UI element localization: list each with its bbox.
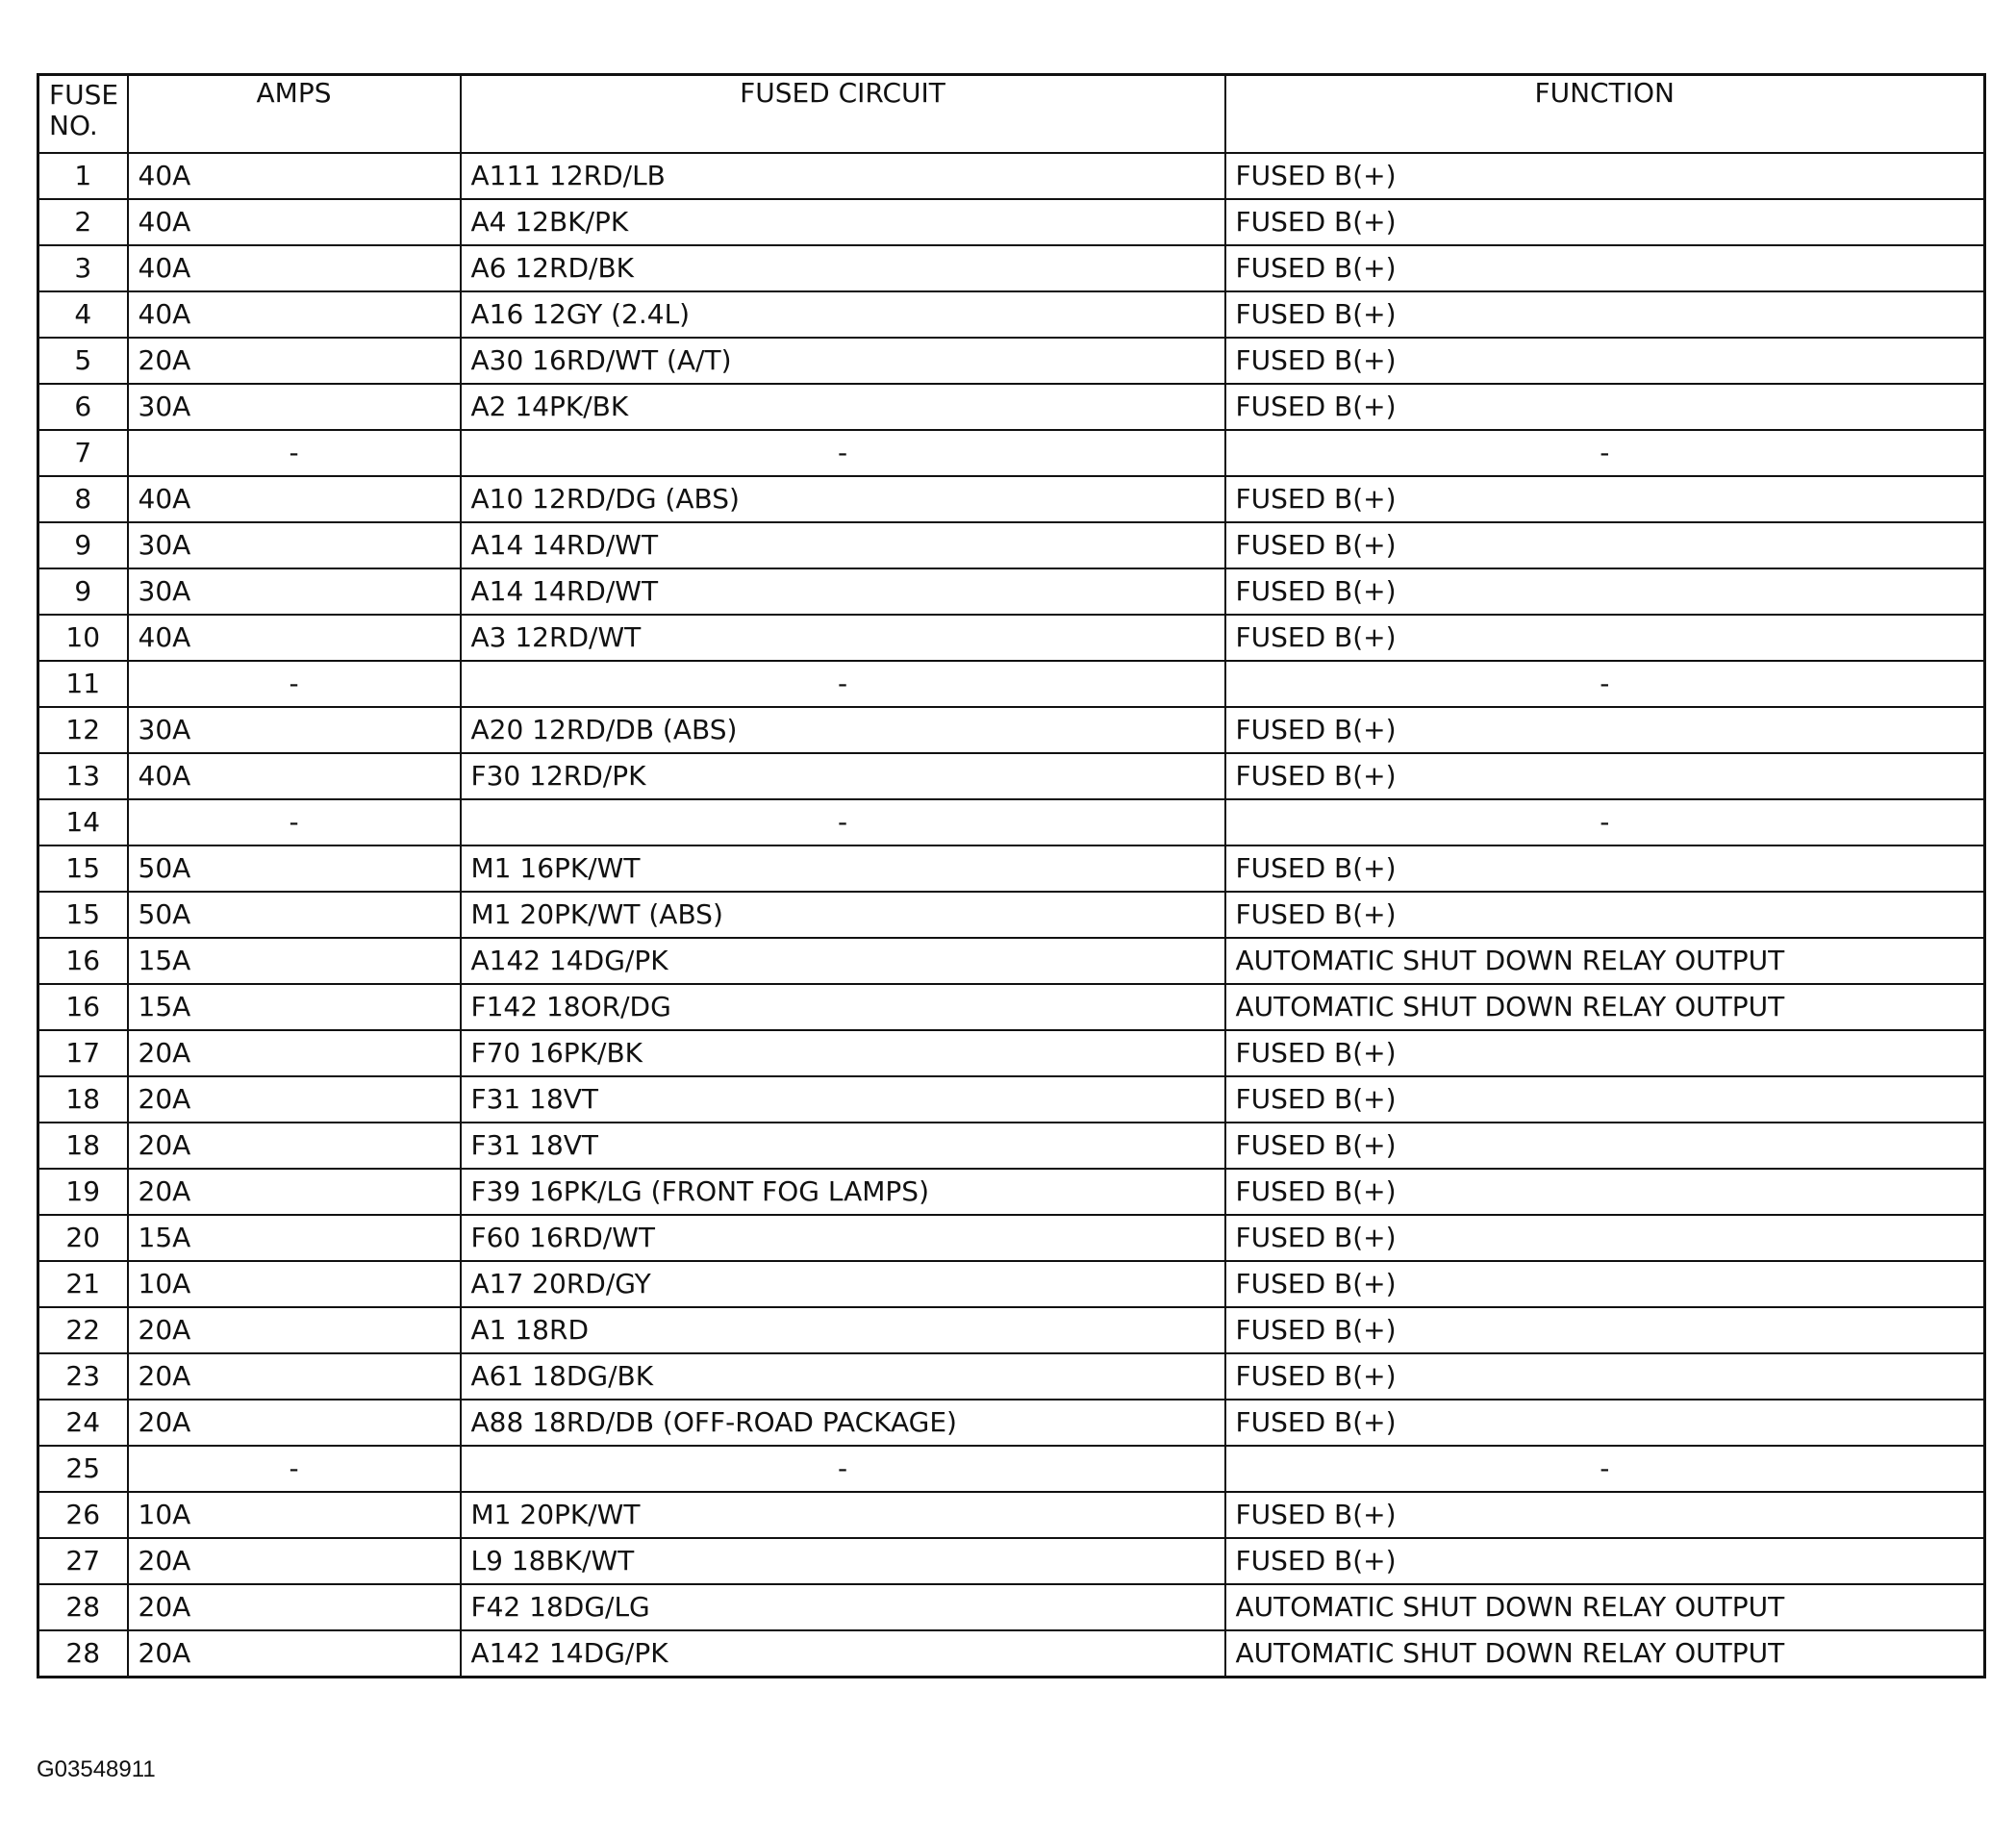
amps-cell: 30A	[128, 522, 461, 568]
function-cell: FUSED B(+)	[1225, 568, 1985, 615]
fused-circuit-cell: A17 20RD/GY	[461, 1261, 1225, 1307]
table-row	[38, 1353, 1985, 1400]
function-cell: -	[1225, 1446, 1985, 1492]
table-row	[38, 1030, 1985, 1076]
fuse-no-cell: 6	[38, 384, 128, 430]
fused-circuit-cell: F142 18OR/DG	[461, 984, 1225, 1030]
fused-circuit-cell: F60 16RD/WT	[461, 1215, 1225, 1261]
function-cell: FUSED B(+)	[1225, 1538, 1985, 1584]
table-row	[38, 1215, 1985, 1261]
fuse-no-cell: 22	[38, 1307, 128, 1353]
amps-cell: 10A	[128, 1261, 461, 1307]
amps-cell: 30A	[128, 707, 461, 753]
table-row	[38, 615, 1985, 661]
amps-cell: 50A	[128, 845, 461, 892]
fused-circuit-cell: A111 12RD/LB	[461, 153, 1225, 199]
fuse-no-cell: 11	[38, 661, 128, 707]
fused-circuit-cell: A4 12BK/PK	[461, 199, 1225, 245]
fuse-no-cell: 21	[38, 1261, 128, 1307]
amps-cell: 20A	[128, 338, 461, 384]
function-cell: FUSED B(+)	[1225, 1123, 1985, 1169]
fused-circuit-cell: A16 12GY (2.4L)	[461, 291, 1225, 338]
fused-circuit-cell: A88 18RD/DB (OFF-ROAD PACKAGE)	[461, 1400, 1225, 1446]
table-row	[38, 892, 1985, 938]
fused-circuit-cell: F31 18VT	[461, 1076, 1225, 1123]
function-cell: FUSED B(+)	[1225, 1076, 1985, 1123]
fuse-no-cell: 26	[38, 1492, 128, 1538]
amps-cell: 20A	[128, 1030, 461, 1076]
fuse-no-cell: 7	[38, 430, 128, 476]
function-cell: FUSED B(+)	[1225, 892, 1985, 938]
header-fused-circuit: FUSED CIRCUIT	[461, 75, 1225, 154]
fused-circuit-cell: L9 18BK/WT	[461, 1538, 1225, 1584]
fused-circuit-cell: -	[461, 799, 1225, 845]
amps-cell: 20A	[128, 1076, 461, 1123]
fuse-no-cell: 12	[38, 707, 128, 753]
function-cell: FUSED B(+)	[1225, 1492, 1985, 1538]
fuse-no-cell: 4	[38, 291, 128, 338]
fuse-no-cell: 2	[38, 199, 128, 245]
fused-circuit-cell: A1 18RD	[461, 1307, 1225, 1353]
fuse-no-cell: 16	[38, 938, 128, 984]
table-body	[38, 153, 1985, 1678]
table-row	[38, 1492, 1985, 1538]
amps-cell: -	[128, 430, 461, 476]
fuse-no-cell: 15	[38, 892, 128, 938]
function-cell: FUSED B(+)	[1225, 1215, 1985, 1261]
fused-circuit-cell: A142 14DG/PK	[461, 938, 1225, 984]
function-cell: FUSED B(+)	[1225, 199, 1985, 245]
amps-cell: -	[128, 799, 461, 845]
function-cell: FUSED B(+)	[1225, 522, 1985, 568]
fused-circuit-cell: -	[461, 661, 1225, 707]
fused-circuit-cell: A14 14RD/WT	[461, 522, 1225, 568]
header-amps: AMPS	[128, 75, 461, 154]
amps-cell: 20A	[128, 1123, 461, 1169]
table-row	[38, 799, 1985, 845]
function-cell: FUSED B(+)	[1225, 1261, 1985, 1307]
fused-circuit-cell: A6 12RD/BK	[461, 245, 1225, 291]
amps-cell: 15A	[128, 984, 461, 1030]
amps-cell: 20A	[128, 1400, 461, 1446]
amps-cell: 10A	[128, 1492, 461, 1538]
fuse-no-cell: 16	[38, 984, 128, 1030]
fuse-no-cell: 20	[38, 1215, 128, 1261]
function-cell: -	[1225, 430, 1985, 476]
header-row	[38, 75, 1985, 154]
fuse-no-cell: 10	[38, 615, 128, 661]
fuse-no-cell: 8	[38, 476, 128, 522]
function-cell: AUTOMATIC SHUT DOWN RELAY OUTPUT	[1225, 1630, 1985, 1678]
function-cell: FUSED B(+)	[1225, 1169, 1985, 1215]
table-row	[38, 568, 1985, 615]
fused-circuit-cell: F39 16PK/LG (FRONT FOG LAMPS)	[461, 1169, 1225, 1215]
fused-circuit-cell: A61 18DG/BK	[461, 1353, 1225, 1400]
function-cell: FUSED B(+)	[1225, 338, 1985, 384]
fuse-no-cell: 23	[38, 1353, 128, 1400]
table-row	[38, 291, 1985, 338]
amps-cell: 30A	[128, 568, 461, 615]
amps-cell: 20A	[128, 1584, 461, 1630]
fuse-no-cell: 15	[38, 845, 128, 892]
function-cell: FUSED B(+)	[1225, 845, 1985, 892]
table-row	[38, 1446, 1985, 1492]
amps-cell: -	[128, 1446, 461, 1492]
function-cell: FUSED B(+)	[1225, 1353, 1985, 1400]
table-row	[38, 1307, 1985, 1353]
function-cell: FUSED B(+)	[1225, 1400, 1985, 1446]
amps-cell: 40A	[128, 291, 461, 338]
amps-cell: 50A	[128, 892, 461, 938]
fused-circuit-cell: F42 18DG/LG	[461, 1584, 1225, 1630]
function-cell: AUTOMATIC SHUT DOWN RELAY OUTPUT	[1225, 984, 1985, 1030]
fused-circuit-cell: F30 12RD/PK	[461, 753, 1225, 799]
fused-circuit-cell: F31 18VT	[461, 1123, 1225, 1169]
fuse-no-cell: 18	[38, 1123, 128, 1169]
fuse-no-cell: 9	[38, 522, 128, 568]
table-row	[38, 522, 1985, 568]
fuse-no-cell: 28	[38, 1630, 128, 1678]
fused-circuit-cell: A14 14RD/WT	[461, 568, 1225, 615]
table-row	[38, 153, 1985, 199]
function-cell: -	[1225, 799, 1985, 845]
fuse-no-cell: 28	[38, 1584, 128, 1630]
table-header	[38, 75, 1985, 154]
amps-cell: 15A	[128, 1215, 461, 1261]
table-row	[38, 476, 1985, 522]
table-row	[38, 661, 1985, 707]
fuse-no-cell: 24	[38, 1400, 128, 1446]
table-row	[38, 1630, 1985, 1678]
fuse-no-cell: 1	[38, 153, 128, 199]
fused-circuit-cell: A10 12RD/DG (ABS)	[461, 476, 1225, 522]
amps-cell: 20A	[128, 1630, 461, 1678]
table-row	[38, 199, 1985, 245]
header-function: FUNCTION	[1225, 75, 1985, 154]
table-row	[38, 845, 1985, 892]
fused-circuit-cell: -	[461, 430, 1225, 476]
amps-cell: 20A	[128, 1307, 461, 1353]
fused-circuit-cell: M1 20PK/WT (ABS)	[461, 892, 1225, 938]
amps-cell: 20A	[128, 1538, 461, 1584]
header-fuse-no: FUSE NO.	[38, 75, 128, 154]
function-cell: AUTOMATIC SHUT DOWN RELAY OUTPUT	[1225, 938, 1985, 984]
fuse-no-cell: 18	[38, 1076, 128, 1123]
amps-cell: 20A	[128, 1353, 461, 1400]
fused-circuit-cell: F70 16PK/BK	[461, 1030, 1225, 1076]
function-cell: FUSED B(+)	[1225, 476, 1985, 522]
figure-id: G03548911	[37, 1756, 156, 1782]
table-row	[38, 1584, 1985, 1630]
fuse-no-cell: 17	[38, 1030, 128, 1076]
function-cell: FUSED B(+)	[1225, 153, 1985, 199]
fuse-no-cell: 3	[38, 245, 128, 291]
fuse-no-cell: 27	[38, 1538, 128, 1584]
function-cell: FUSED B(+)	[1225, 291, 1985, 338]
fused-circuit-cell: A2 14PK/BK	[461, 384, 1225, 430]
function-cell: AUTOMATIC SHUT DOWN RELAY OUTPUT	[1225, 1584, 1985, 1630]
table-row	[38, 1123, 1985, 1169]
function-cell: FUSED B(+)	[1225, 615, 1985, 661]
fuse-no-cell: 19	[38, 1169, 128, 1215]
table-row	[38, 1076, 1985, 1123]
amps-cell: 30A	[128, 384, 461, 430]
function-cell: FUSED B(+)	[1225, 753, 1985, 799]
fused-circuit-cell: M1 20PK/WT	[461, 1492, 1225, 1538]
function-cell: FUSED B(+)	[1225, 707, 1985, 753]
fused-circuit-cell: -	[461, 1446, 1225, 1492]
table-row	[38, 707, 1985, 753]
function-cell: FUSED B(+)	[1225, 1307, 1985, 1353]
fused-circuit-cell: A20 12RD/DB (ABS)	[461, 707, 1225, 753]
function-cell: -	[1225, 661, 1985, 707]
fuse-no-cell: 13	[38, 753, 128, 799]
table-row	[38, 338, 1985, 384]
function-cell: FUSED B(+)	[1225, 1030, 1985, 1076]
fused-circuit-cell: A142 14DG/PK	[461, 1630, 1225, 1678]
fused-circuit-cell: A3 12RD/WT	[461, 615, 1225, 661]
fuse-no-cell: 9	[38, 568, 128, 615]
table-row	[38, 984, 1985, 1030]
amps-cell: 40A	[128, 199, 461, 245]
amps-cell: 40A	[128, 753, 461, 799]
table-row	[38, 384, 1985, 430]
amps-cell: 20A	[128, 1169, 461, 1215]
table-row	[38, 245, 1985, 291]
table-row	[38, 1400, 1985, 1446]
amps-cell: 40A	[128, 615, 461, 661]
table-row	[38, 1169, 1985, 1215]
amps-cell: -	[128, 661, 461, 707]
amps-cell: 40A	[128, 153, 461, 199]
table-row	[38, 1261, 1985, 1307]
function-cell: FUSED B(+)	[1225, 245, 1985, 291]
fuse-no-cell: 5	[38, 338, 128, 384]
table-row	[38, 938, 1985, 984]
fused-circuit-cell: A30 16RD/WT (A/T)	[461, 338, 1225, 384]
fuse-table	[37, 73, 1986, 1678]
fused-circuit-cell: M1 16PK/WT	[461, 845, 1225, 892]
fuse-no-cell: 25	[38, 1446, 128, 1492]
function-cell: FUSED B(+)	[1225, 384, 1985, 430]
table-row	[38, 753, 1985, 799]
table-row	[38, 1538, 1985, 1584]
amps-cell: 40A	[128, 245, 461, 291]
fuse-no-cell: 14	[38, 799, 128, 845]
amps-cell: 15A	[128, 938, 461, 984]
amps-cell: 40A	[128, 476, 461, 522]
table-row	[38, 430, 1985, 476]
